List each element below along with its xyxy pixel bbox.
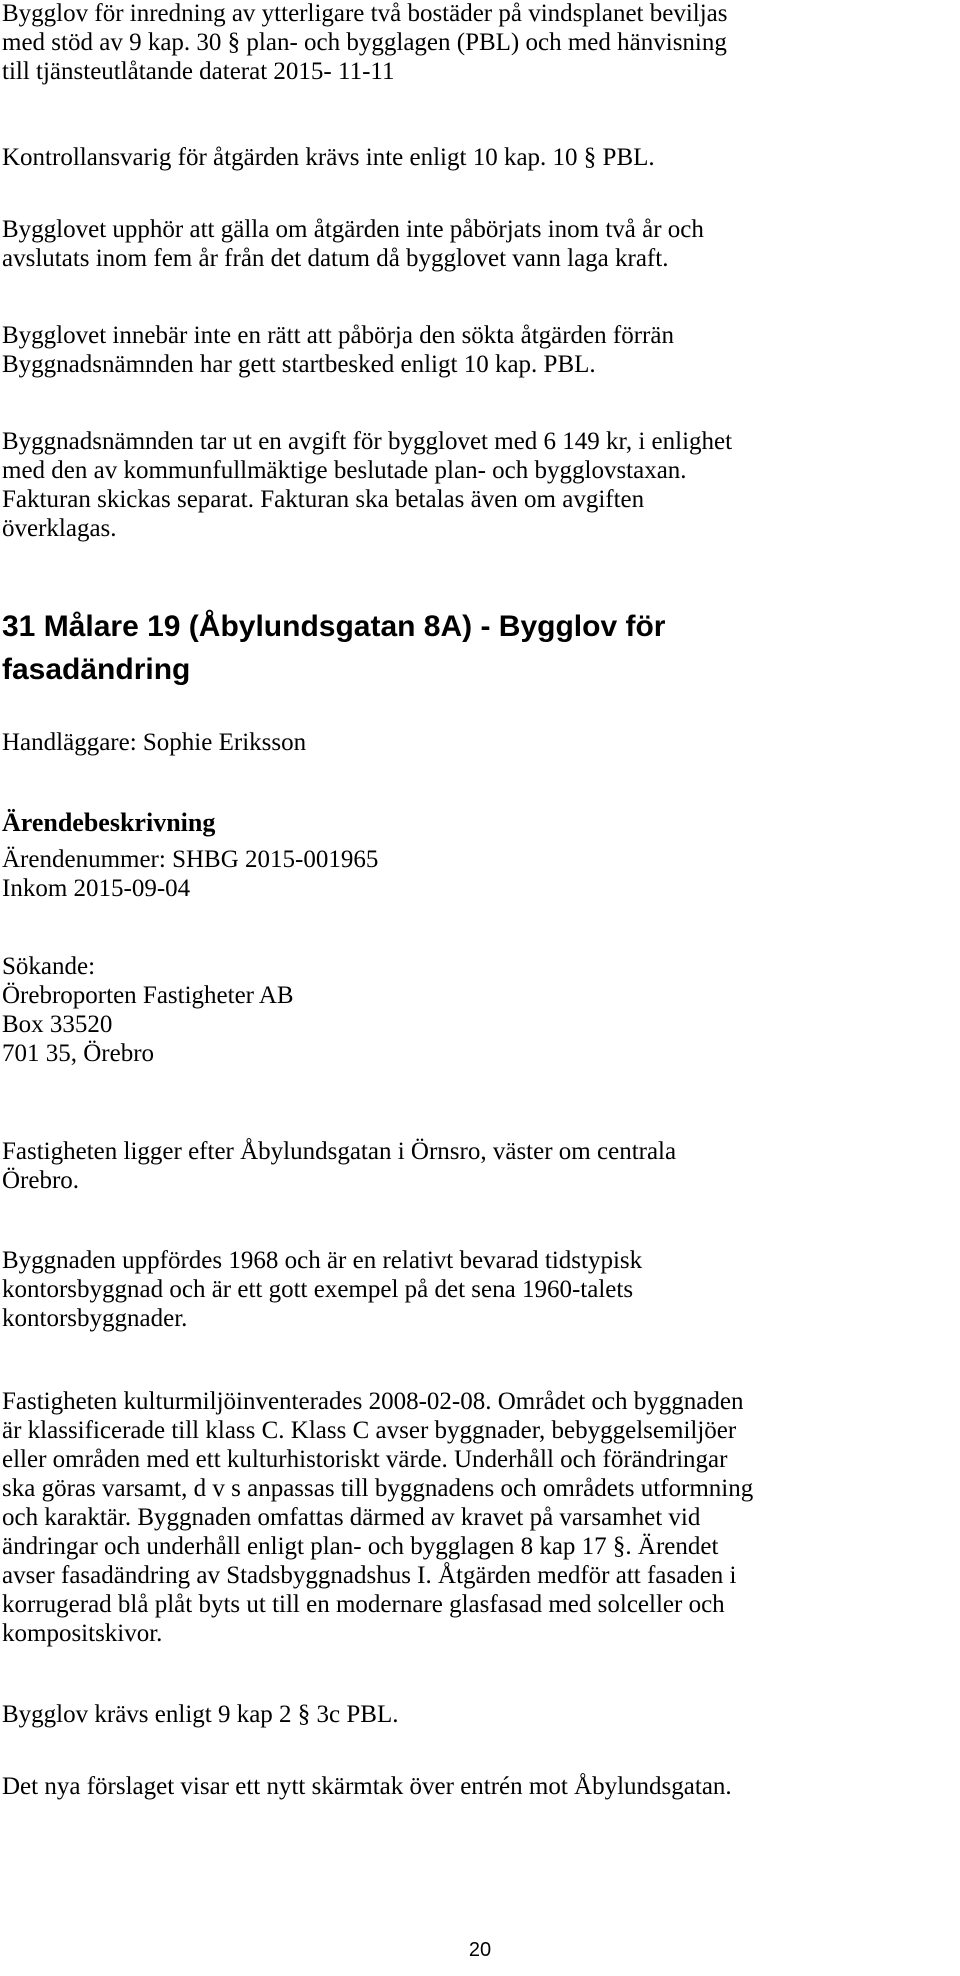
control-responsible-paragraph: Kontrollansvarig för åtgärden krävs inte enligt 10 kap. 10 § PBL. [2,144,655,171]
cultural-inventory-paragraph: Fastigheten kulturmiljöinventerades 2008-02-08. Området och byggnaden är klassificerade till klass C. Klass C avser byggnader, bebyggelsemiljöer eller områden med ett kulturhistoriskt värde. Underhåll och förändringar ska göras varsamt, d v s anpassas till byggnadens och områdets utformning och karaktär. Byggnaden omfattas därmed av kravet på varsamhet vid ändringar och underhåll enligt plan- och bygglagen 8 kap 17 §. Ärendet avser fasadändring av Stadsbyggnadshus I. Åtgärden medför att fasaden i korrugerad blå plåt byts ut till en modernare glasfasad med solceller och kompositskivor. [2,1388,754,1647]
location-paragraph: Fastigheten ligger efter Åbylundsgatan i Örnsro, väster om centrala Örebro. [2,1138,677,1194]
start-notice-paragraph: Bygglovet innebär inte en rätt att påbörja den sökta åtgärden förrän Byggnadsnämnden har gett startbesked enligt 10 kap. PBL. [2,322,674,378]
case-description-heading: Ärendebeskrivning [2,808,216,837]
fee-paragraph: Byggnadsnämnden tar ut en avgift för bygglovet med 6 149 kr, i enlighet med den av kommunfullmäktige beslutade plan- och bygglovstaxan. Fakturan skickas separat. Fakturan ska betalas även om avgiften överklagas. [2,428,733,542]
applicant-block: Sökande: Örebroporten Fastigheter AB Box 33520 701 35, Örebro [2,953,294,1067]
decision-paragraph: Bygglov för inredning av ytterligare två bostäder på vindsplanet beviljas med stöd av 9 kap. 30 § plan- och bygglagen (PBL) och med hänvisning till tjänsteutlåtande daterat 2015- 11-11 [2,0,728,85]
proposal-paragraph: Det nya förslaget visar ett nytt skärmtak över entrén mot Åbylundsgatan. [2,1773,732,1800]
case-info: Ärendenummer: SHBG 2015-001965 Inkom 2015-09-04 [2,846,379,902]
permit-requirement-paragraph: Bygglov krävs enligt 9 kap 2 § 3c PBL. [2,1701,399,1728]
permit-validity-paragraph: Bygglovet upphör att gälla om åtgärden inte påbörjats inom två år och avslutats inom fem år från det datum då bygglovet vann laga kraft. [2,216,704,272]
case-officer: Handläggare: Sophie Eriksson [2,729,307,756]
building-history-paragraph: Byggnaden uppfördes 1968 och är en relativt bevarad tidstypisk kontorsbyggnad och är ett gott exempel på det sena 1960-talets kontorsbyggnader. [2,1247,643,1332]
page-number: 20 [468,1939,492,1961]
item-heading: 31 Målare 19 (Åbylundsgatan 8A) - Bygglov för fasadändring [2,610,666,686]
